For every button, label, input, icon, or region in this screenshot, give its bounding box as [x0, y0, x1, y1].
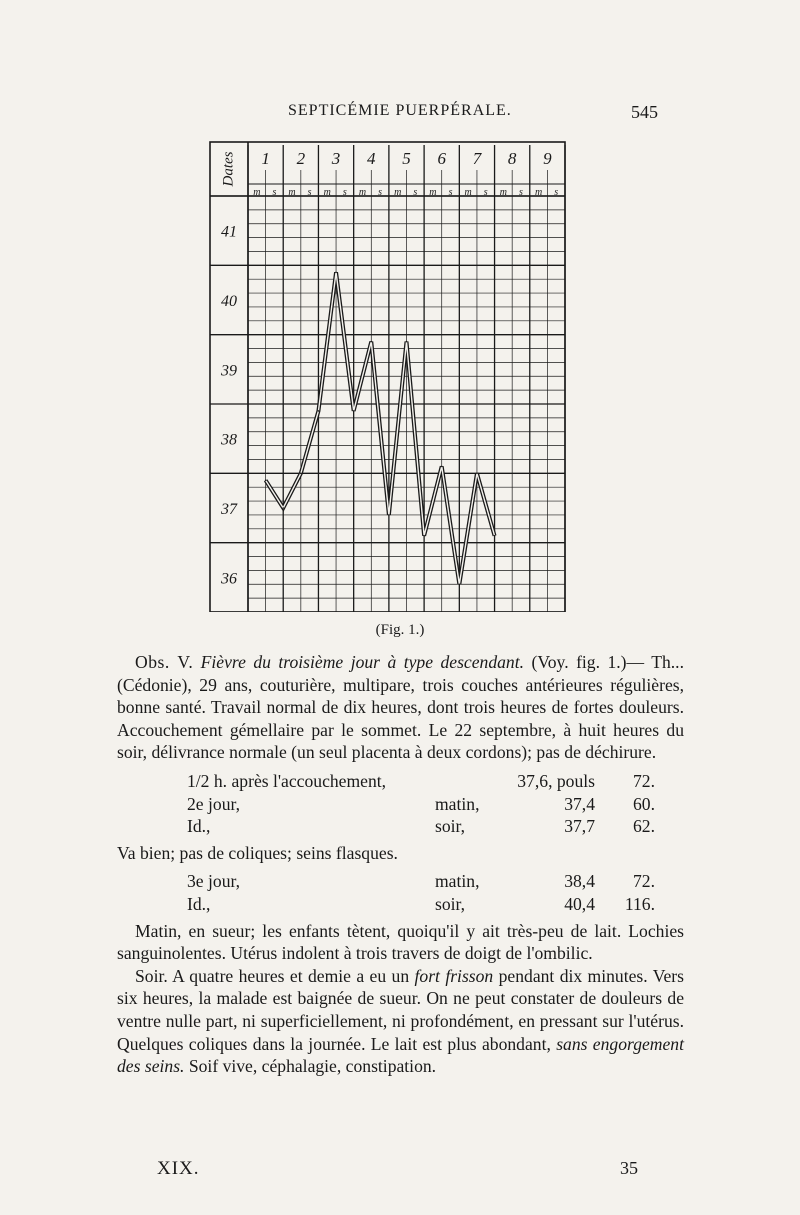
period-label: s	[342, 187, 347, 198]
measurement-cell-c: 37,4	[564, 793, 595, 814]
measurement-cell-c: 37,7	[564, 816, 595, 837]
dates-label: Dates	[220, 151, 237, 187]
measurement-table-2	[117, 870, 655, 915]
measurement-cell-d: 72.	[633, 770, 655, 791]
measurement-row	[117, 893, 655, 916]
day-label: 3	[331, 149, 341, 168]
period-label: s	[378, 187, 383, 198]
evening-text-start: Soir. A quatre heures et demie a eu un	[135, 965, 410, 986]
evening-text-mid: pendant dix minutes. Vers six heures, la malade est baignée de sueur. On ne peut constater de douleurs de ventre nulle part, ni superficiellement, ni profondément, en pressant sur l'utérus. Quelques coliques dans la journée. Le lait est plus abondant,	[117, 965, 684, 1054]
chart-frame	[210, 142, 565, 612]
day-label: 6	[437, 149, 446, 168]
temperature-curve-inner	[266, 272, 495, 584]
day-label: 4	[367, 149, 376, 168]
running-head	[0, 102, 800, 126]
measurement-cell-a: Id.,	[187, 816, 211, 837]
measurement-cell-c: 38,4	[564, 871, 595, 892]
measurement-cell-b: soir,	[435, 893, 466, 914]
temperature-tick-label: 41	[221, 223, 237, 241]
evening-italic-1: fort frisson	[414, 965, 494, 986]
measurement-cell-a: 3e jour,	[187, 871, 241, 892]
page-footer	[0, 1158, 800, 1184]
measurement-cell-b: matin,	[435, 871, 480, 892]
evening-text-end: Soif vive, céphalagie, constipation.	[188, 1056, 437, 1077]
period-label: s	[483, 187, 488, 198]
measurement-cell-a: 1/2 h. après l'accouchement,	[187, 770, 387, 791]
day-label: 1	[261, 149, 270, 168]
figure-caption: (Fig. 1.)	[375, 622, 425, 638]
period-label: s	[307, 187, 312, 198]
evening-paragraph	[117, 965, 684, 1078]
temperature-tick-label: 36	[221, 570, 237, 588]
temperature-point	[300, 473, 302, 475]
signature-mark: XIX.	[157, 1158, 200, 1179]
temperature-point	[282, 507, 284, 509]
evening-italic-2: sans engorgement des seins.	[117, 1033, 684, 1077]
temperature-point	[406, 341, 408, 343]
temperature-point	[494, 535, 496, 537]
observation-text: (Voy. fig. 1.)— Th... (Cédonie), 29 ans, couturière, multipare, trois couches antérieures régulières, bonne santé. Travail normal de dix heures, dont trois heures de fortes douleurs. Accouchement gémellaire par le sommet. Le 22 septembre, à huit heures du soir, délivrance normale (un seul placenta à deux cordons); pas de déchirure.	[117, 652, 684, 763]
day-label: 9	[543, 149, 552, 168]
period-label: m	[534, 187, 543, 198]
observation-title: Fièvre du troisième jour à type descendant.	[200, 652, 525, 672]
day-label: 8	[507, 149, 517, 168]
measurement-cell-d: 72.	[633, 871, 655, 892]
page-number: 545	[631, 102, 658, 122]
period-label: s	[413, 187, 418, 198]
measurement-cell-c: 37,6, pouls	[517, 770, 595, 791]
temperature-tick-label: 38	[221, 431, 237, 449]
temperature-point	[335, 271, 337, 273]
temperature-chart-svg	[200, 132, 570, 612]
period-label: m	[253, 187, 261, 198]
day-label: 7	[472, 149, 482, 168]
period-label: m	[358, 187, 367, 198]
observation-heading: Obs. V.	[135, 652, 194, 672]
temperature-point	[370, 341, 372, 343]
period-label: s	[448, 187, 453, 198]
measurement-cell-d: 116.	[624, 893, 655, 914]
measurement-cell-d: 60.	[633, 793, 655, 814]
measurement-cell-c: 40,4	[564, 893, 595, 914]
measurement-cell-d: 62.	[633, 816, 655, 837]
period-label: m	[429, 187, 437, 198]
measurement-row	[117, 815, 655, 838]
period-label: s	[519, 187, 523, 198]
morning-paragraph: Matin, en sueur; les enfants tètent, quoiqu'il y ait très-peu de lait. Lochies sanguinolentes. Utérus indolent à trois travers de doigt de l'ombilic.	[117, 920, 684, 964]
temperature-point	[423, 535, 425, 537]
temperature-tick-label: 40	[221, 293, 237, 310]
period-label: m	[323, 187, 331, 198]
period-label: s	[272, 187, 277, 198]
measurement-row	[117, 770, 655, 793]
period-label: s	[554, 187, 559, 198]
body-text	[117, 651, 684, 1078]
measurement-cell-a: Id.,	[187, 893, 211, 914]
temperature-point	[353, 410, 355, 412]
status-line: Va bien; pas de coliques; seins flasques.	[117, 842, 398, 863]
period-label: m	[394, 187, 402, 198]
temperature-point	[388, 514, 390, 516]
observation-paragraph	[117, 651, 684, 764]
temperature-tick-label: 37	[221, 501, 237, 518]
running-title: SEPTICÉMIE PUERPÉRALE.	[288, 102, 512, 119]
day-label: 2	[296, 149, 306, 168]
day-label: 5	[402, 149, 411, 168]
measurement-cell-b: matin,	[435, 793, 480, 814]
temperature-point	[459, 583, 461, 585]
temperature-tick-label: 39	[221, 362, 237, 380]
temperature-point	[318, 410, 320, 412]
measurement-row	[117, 793, 655, 816]
measurement-cell-a: 2e jour,	[187, 793, 241, 814]
period-label: m	[288, 187, 296, 198]
measurement-cell-b: soir,	[435, 816, 466, 837]
period-label: m	[464, 187, 472, 198]
measurement-row	[117, 870, 655, 893]
footer-number: 35	[620, 1158, 638, 1178]
period-label: m	[499, 187, 507, 198]
measurement-cell-b	[435, 770, 507, 793]
temperature-point	[441, 466, 443, 468]
temperature-chart	[200, 132, 570, 612]
measurement-table-1	[117, 770, 655, 838]
temperature-point	[265, 479, 267, 481]
temperature-point	[476, 473, 478, 475]
